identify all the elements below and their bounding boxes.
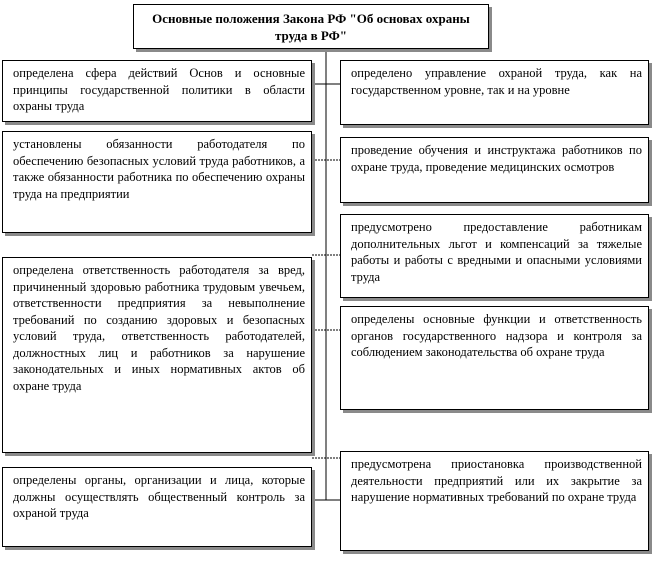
left-item-4: определены органы, организации и лица, которые должны осуществлять общественный контроль за охраной труда (2, 467, 312, 547)
right-item-4: определены основные функции и ответственность органов государственного надзора и контроля за соблюдением законодательства об охране труда (340, 306, 649, 410)
right-item-1: определено управление охраной труда, как на государственном уровне, так и на уровне (340, 60, 649, 125)
right-item-2: проведение обучения и инструктажа работников по охране труда, проведение медицинских осмотров (340, 137, 649, 203)
right-item-5: предусмотрена приостановка производственной деятельности предприятий или их закрытие за нарушение нормативных требований по охране труда (340, 451, 649, 551)
left-item-2: установлены обязанности работодателя по обеспечению безопасных условий труда работников, а также обязанности работника по обеспечению охраны труда на предприятии (2, 131, 312, 233)
left-item-1: определена сфера действий Основ и основные принципы государственной политики в области охраны труда (2, 60, 312, 122)
right-item-3: предусмотрено предоставление работникам дополнительных льгот и компенсаций за тяжелые работы и работы с вредными и опасными условиями труда (340, 214, 649, 298)
diagram-title: Основные положения Закона РФ "Об основах охраны труда в РФ" (133, 4, 489, 49)
left-item-3: определена ответственность работодателя за вред, причиненный здоровью работника трудовым увечьем, ответственности предприятия за невыполнение требований по созданию здоровых и безопасных условий труда, ответственность работодателей, должностных лиц и работников за нарушение законодательных и иных нормативных актов об охране труда (2, 257, 312, 453)
